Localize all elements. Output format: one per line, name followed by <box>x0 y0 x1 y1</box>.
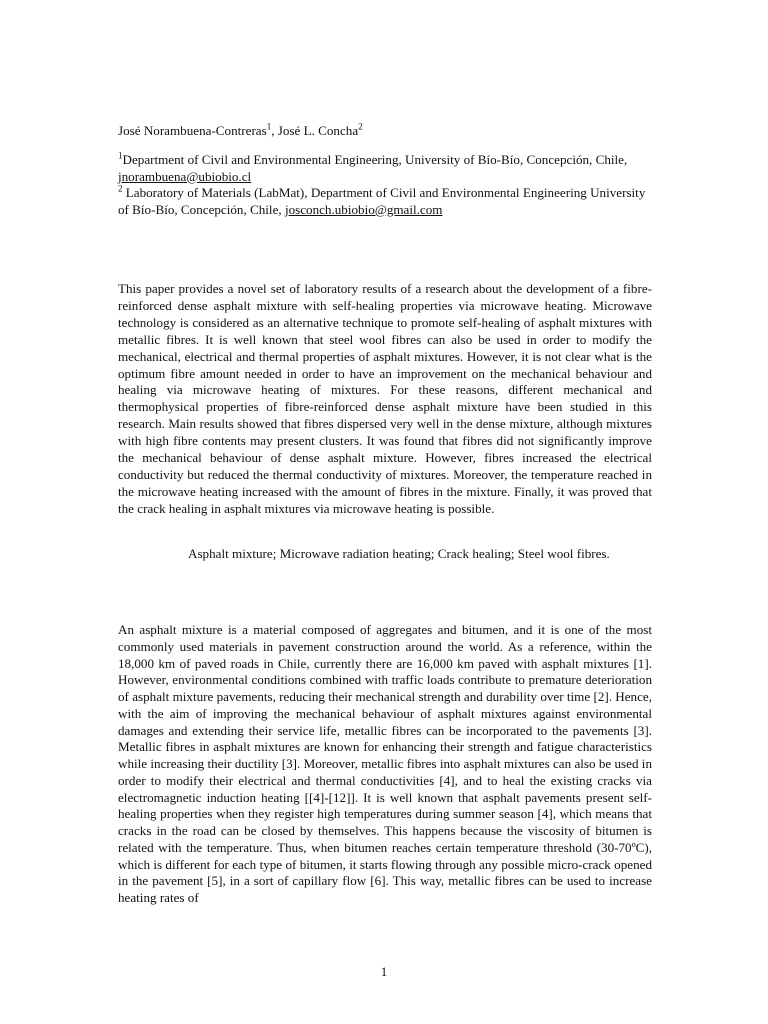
affiliations <box>118 152 658 218</box>
author-line <box>118 122 658 139</box>
affiliation-1 <box>118 152 658 185</box>
author-affiliation-marker: 1 <box>266 121 272 132</box>
author-name: José L. Concha <box>277 123 359 138</box>
introduction-paragraph: An asphalt mixture is a material composed of aggregates and bitumen, and it is one of the most commonly used materials in pavement construction around the world. As a reference, within the 18,000 km of paved roads in Chile, currently there are 16,000 km paved with asphalt mixtures [1]. However, environmental conditions combined with traffic loads contribute to premature deterioration of asphalt mixture pavements, reducing their mechanical strength and durability over time [2]. Hence, with the aim of improving the mechanical behaviour of asphalt mixtures against environmental damages and extending their service life, metallic fibres can be incorporated to the pavements [3]. Metallic fibres in asphalt mixtures are known for enhancing their strength and fatigue characteristics while increasing their ductility [3]. Moreover, metallic fibres into asphalt mixtures can also be used in order to modify their electrical and thermal conductivities [4], and to heal the existing cracks via electromagnetic induction heating [[4]-[12]]. It is well known that asphalt pavements present self-healing properties when they register high temperatures during summer season [4], which means that cracks in the road can be closed by themselves. This happens because the viscosity of bitumen is related with the temperature. Thus, when bitumen reaches certain temperature threshold (30-70ºC), which is different for each type of bitumen, it starts flowing through any possible micro-crack opened in the pavement [5], in a sort of capillary flow [6]. This way, metallic fibres can be used to increase heating rates of <box>118 622 652 905</box>
affiliation-marker: 2 <box>118 183 123 194</box>
affiliation-marker: 1 <box>118 150 123 161</box>
affiliation-2 <box>118 185 658 218</box>
keywords: Asphalt mixture; Microwave radiation heating; Crack healing; Steel wool fibres. <box>188 546 610 561</box>
abstract-paragraph: This paper provides a novel set of laboratory results of a research about the development of a fibre-reinforced dense asphalt mixture with self-healing properties via microwave heating. Microwave technology is considered as an alternative technique to promote self-healing of asphalt mixtures with metallic fibres. It is well known that steel wool fibres can also be used in order to modify the mechanical, electrical and thermal properties of asphalt mixtures. However, it is not clear what is the optimum fibre amount needed in order to have an improvement on the mechanical behaviour and healing via microwave heating of mixtures. For these reasons, different mechanical and thermophysical properties of fibre-reinforced dense asphalt mixture have been studied in this research. Main results showed that fibres dispersed very well in the dense mixture, although mixtures with high fibre contents may present clusters. It was found that fibres did not significantly improve the mechanical behaviour of dense asphalt mixture. However, fibres increased the electrical conductivity but reduced the thermal conductivity of mixtures. Moreover, the temperature reached in the microwave heating increased with the amount of fibres in the mixture. Finally, it was proved that the crack healing in asphalt mixtures via microwave heating is possible. <box>118 281 652 516</box>
author-email-link[interactable]: josconch.ubiobio@gmail.com <box>284 201 443 217</box>
author-affiliation-marker: 2 <box>358 121 363 132</box>
author-email-link[interactable]: jnorambuena@ubiobio.cl <box>118 168 252 184</box>
author-separator: , <box>271 123 278 138</box>
page-number: 1 <box>380 964 388 979</box>
author-name: José Norambuena-Contreras <box>118 123 267 138</box>
affiliation-text: Laboratory of Materials (LabMat), Department of Civil and Environmental Engineering University of Bío-Bío, Concepción, Chile, <box>118 185 646 217</box>
affiliation-text: Department of Civil and Environmental Engineering, University of Bío-Bío, Concepción, Chile, <box>122 152 628 167</box>
